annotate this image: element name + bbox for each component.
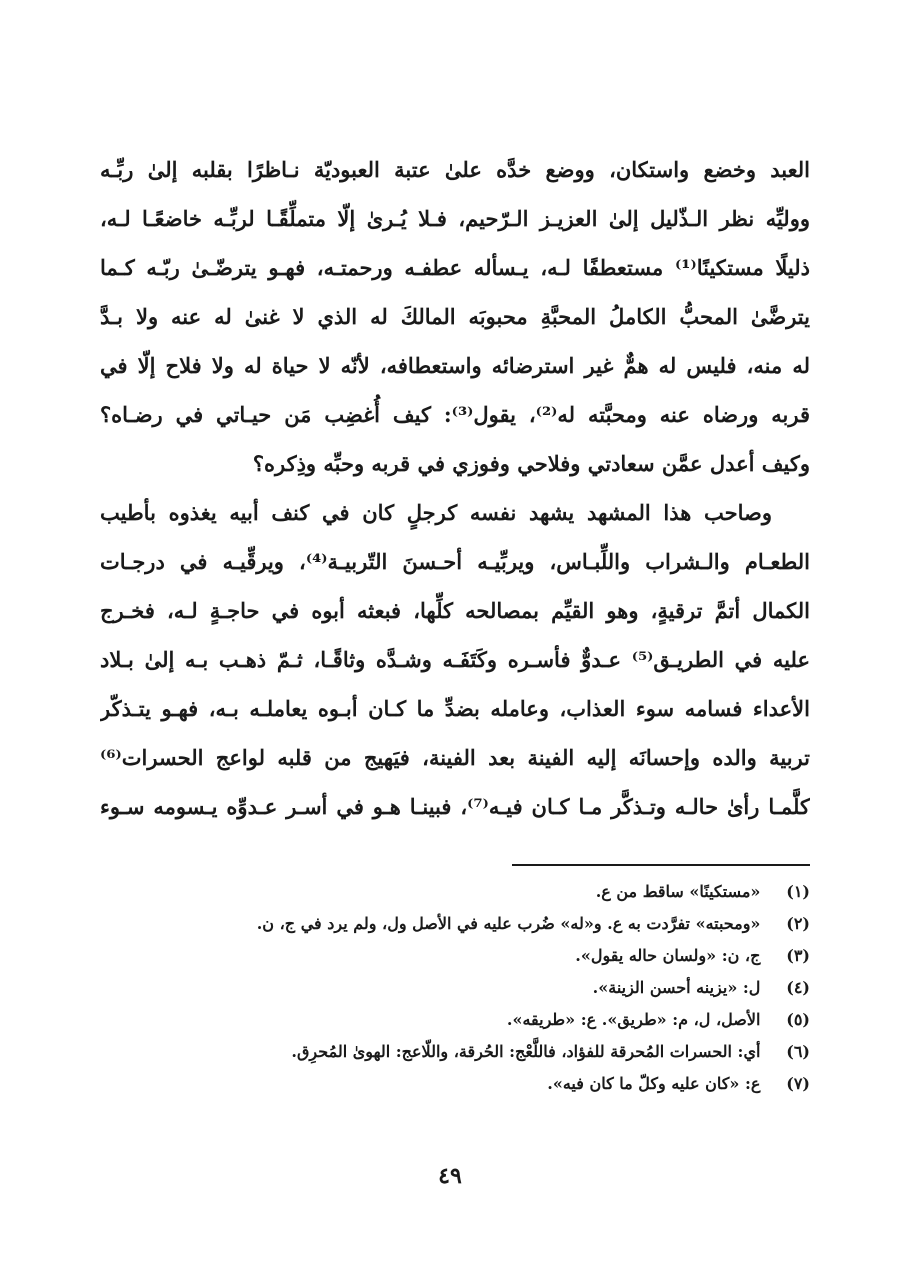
footnote-number: (٣) [786,946,810,965]
footnote [100,908,810,940]
text-line: كلَّمـا رأىٰ حالـه وتـذكَّر مـا كـان فيـه⁽⁷⁾، فبينـا هـو في أسـر عـدوِّه يـسومه سـوء [100,794,810,819]
paragraph-2 [100,488,810,831]
text-line: العبد وخضع واستكان، ووضع خدَّه علىٰ عتبة العبوديّة نـاظرًا بقلبه إلىٰ ربِّـه [100,157,810,182]
footnote [100,1068,810,1100]
text-line: الأعداء فسامه سوء العذاب، وعامله بضدِّ ما كـان أبـوه يعاملـه بـه، فهـو يتـذكّر [100,696,810,721]
text-line: يترضَّىٰ المحبُّ الكاملُ المحبَّةِ محبوبَه المالكَ له الذي لا غنىٰ له عنه ولا بـدَّ [100,304,810,329]
footnote-number: (٥) [786,1010,810,1029]
footnote-number: (٦) [786,1042,810,1061]
footnote-text: أي: الحسرات المُحرقة للفؤاد، فاللَّعْج: الحُرقة، واللّاعج: الهوىٰ المُحرِق. [291,1042,761,1061]
text-line: له منه، فليس له همٌّ غير استرضائه واستعطافه، لأنّه لا حياة له ولا فلاح إلّا في [100,353,810,378]
text-line: وصاحب هذا المشهد يشهد نفسه كرجلٍ كان في كنف أبيه يغذوه بأطيب [100,500,772,525]
footnote-number: (١) [786,882,810,901]
text-line: وكيف أعدل عمَّن سعادتي وفلاحي وفوزي في قربه وحبِّه وذِكره؟ [252,451,810,476]
footnote [100,1004,810,1036]
text-line: قربه ورضاه عنه ومحبَّته له⁽²⁾، يقول⁽³⁾: كيف أُغضِب مَن حيـاتي في رضـاه؟ [100,402,810,427]
text-line: الطعـام والـشراب واللِّبـاس، ويربِّيـه أحـسنَ التّربيـة⁽⁴⁾، ويرقِّيـه في درجـات [100,549,810,574]
footnote [100,940,810,972]
page-number: ٤٩ [438,1163,462,1189]
footnote [100,972,810,1004]
main-text [100,145,810,831]
footnote-number: (٢) [786,914,810,933]
text-line: تربية والده وإحسانَه إليه الفينة بعد الفينة، فيَهيج من قلبه لواعج الحسرات⁽⁶⁾ [100,745,810,770]
footnote-text: ج، ن: «ولسان حاله يقول». [575,946,761,965]
footnote-text: ع: «كان عليه وكلّ ما كان فيه». [547,1074,761,1093]
footnote-text: «ومحبته» تفرَّدت به ع. و«له» ضُرب عليه في الأصل ول، ولم يرد في ج، ن. [256,914,761,933]
footnote-text: ل: «يزينه أحسن الزينة». [592,978,761,997]
text-line: ذليلًا مستكينًا⁽¹⁾ مستعطفًا لـه، يـسأله عطفـه ورحمتـه، فهـو يترضّـىٰ ربّـه كـما [100,255,810,280]
text-line: ووليِّه نظر الـذّليل إلىٰ العزيـز الـرّحيم، فـلا يُـرىٰ إلّا متملِّقًـا لربِّـه خاضعًـا لـه، [100,206,810,231]
footnote-number: (٧) [786,1074,810,1093]
footnote-number: (٤) [786,978,810,997]
text-line: عليه في الطريـق⁽⁵⁾ عـدوٌّ فأسـره وكَتَفَـه وشـدَّه وثاقًـا، ثـمّ ذهـب بـه إلىٰ بـلاد [100,647,810,672]
footnote-text: الأصل، ل، م: «طريق». ع: «طريقه». [506,1010,761,1029]
text-line: الكمال أتمَّ ترقيةٍ، وهو القيِّم بمصالحه كلِّها، فبعثه أبوه في حاجـةٍ لـه، فخـرج [100,598,810,623]
footnotes [100,876,810,1100]
paragraph-1 [100,145,810,488]
footnote-divider [512,864,810,866]
footnote-text: «مستكينًا» ساقط من ع. [595,882,761,901]
footnote [100,1036,810,1068]
footnote [100,876,810,908]
